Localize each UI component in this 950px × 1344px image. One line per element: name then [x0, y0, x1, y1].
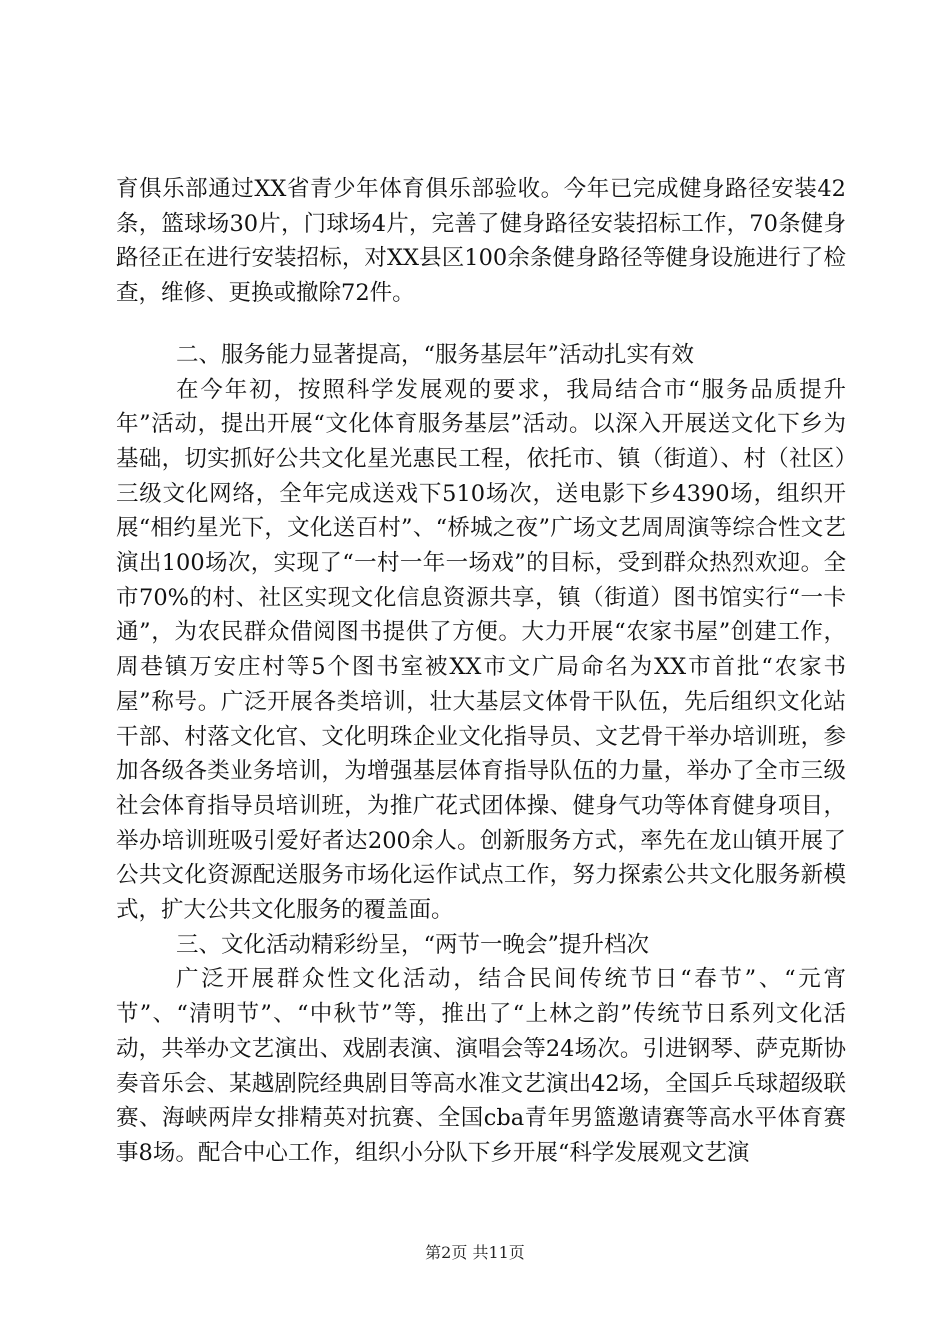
section-heading-2: 二、服务能力显著提高，“服务基层年”活动扎实有效: [176, 341, 695, 368]
paragraph-section-2: 在今年初，按照科学发展观的要求，我局结合市“服务品质提升年”活动，提出开展“文化体育服务基层”活动。以深入开展送文化下乡为基础，切实抓好公共文化星光惠民工程，依托市、镇（街道）、村（社区）三级文化网络，全年完成送戏下510场次，送电影下乡4390场，组织开展“相约星光下，文化送百村”、“桥城之夜”广场文艺周周演等综合性文艺演出100场次，实现了“一村一年一场戏”的目标，受到群众热烈欢迎。全市70%的村、社区实现文化信息资源共享，镇（街道）图书馆实行“一卡通”，为农民群众借阅图书提供了方便。大力开展“农家书屋”创建工作，周巷镇万安庄村等5个图书室被XX市文广局命名为XX市首批“农家书屋”称号。广泛开展各类培训，壮大基层文体骨干队伍，先后组织文化站干部、村落文化官、文化明珠企业文化指导员、文艺骨干举办培训班，参加各级各类业务培训，为增强基层体育指导队伍的力量，举办了全市三级社会体育指导员培训班，为推广花式团体操、健身气功等体育健身项目，举办培训班吸引爱好者达200余人。创新服务方式，率先在龙山镇开展了公共文化资源配送服务市场化运作试点工作，努力探索公共文化服务新模式，扩大公共文化服务的覆盖面。: [116, 376, 846, 924]
paragraph-section-3: 广泛开展群众性文化活动，结合民间传统节日“春节”、“元宵节”、“清明节”、“中秋节”等，推出了“上林之韵”传统节日系列文化活动，共举办文艺演出、戏剧表演、演唱会等24场次。引进钢琴、萨克斯协奏音乐会、某越剧院经典剧目等高水准文艺演出42场，全国乒乓球超级联赛、海峡两岸女排精英对抗赛、全国cba青年男篮邀请赛等高水平体育赛事8场。配合中心工作，组织小分队下乡开展“科学发展观文艺演: [116, 966, 846, 1166]
section-heading-3: 三、文化活动精彩纷呈，“两节一晚会”提升档次: [176, 931, 650, 958]
paragraph-gap: [116, 311, 846, 338]
page-footer: 第2页 共11页: [425, 1243, 525, 1262]
document-body: [116, 172, 846, 1171]
paragraph-continued: 育俱乐部通过XX省青少年体育俱乐部验收。今年已完成健身路径安装42条，篮球场30片，门球场4片，完善了健身路径安装招标工作，70条健身路径正在进行安装招标，对XX县区100余条健身路径等健身设施进行了检查，维修、更换或撤除72件。: [116, 176, 846, 307]
